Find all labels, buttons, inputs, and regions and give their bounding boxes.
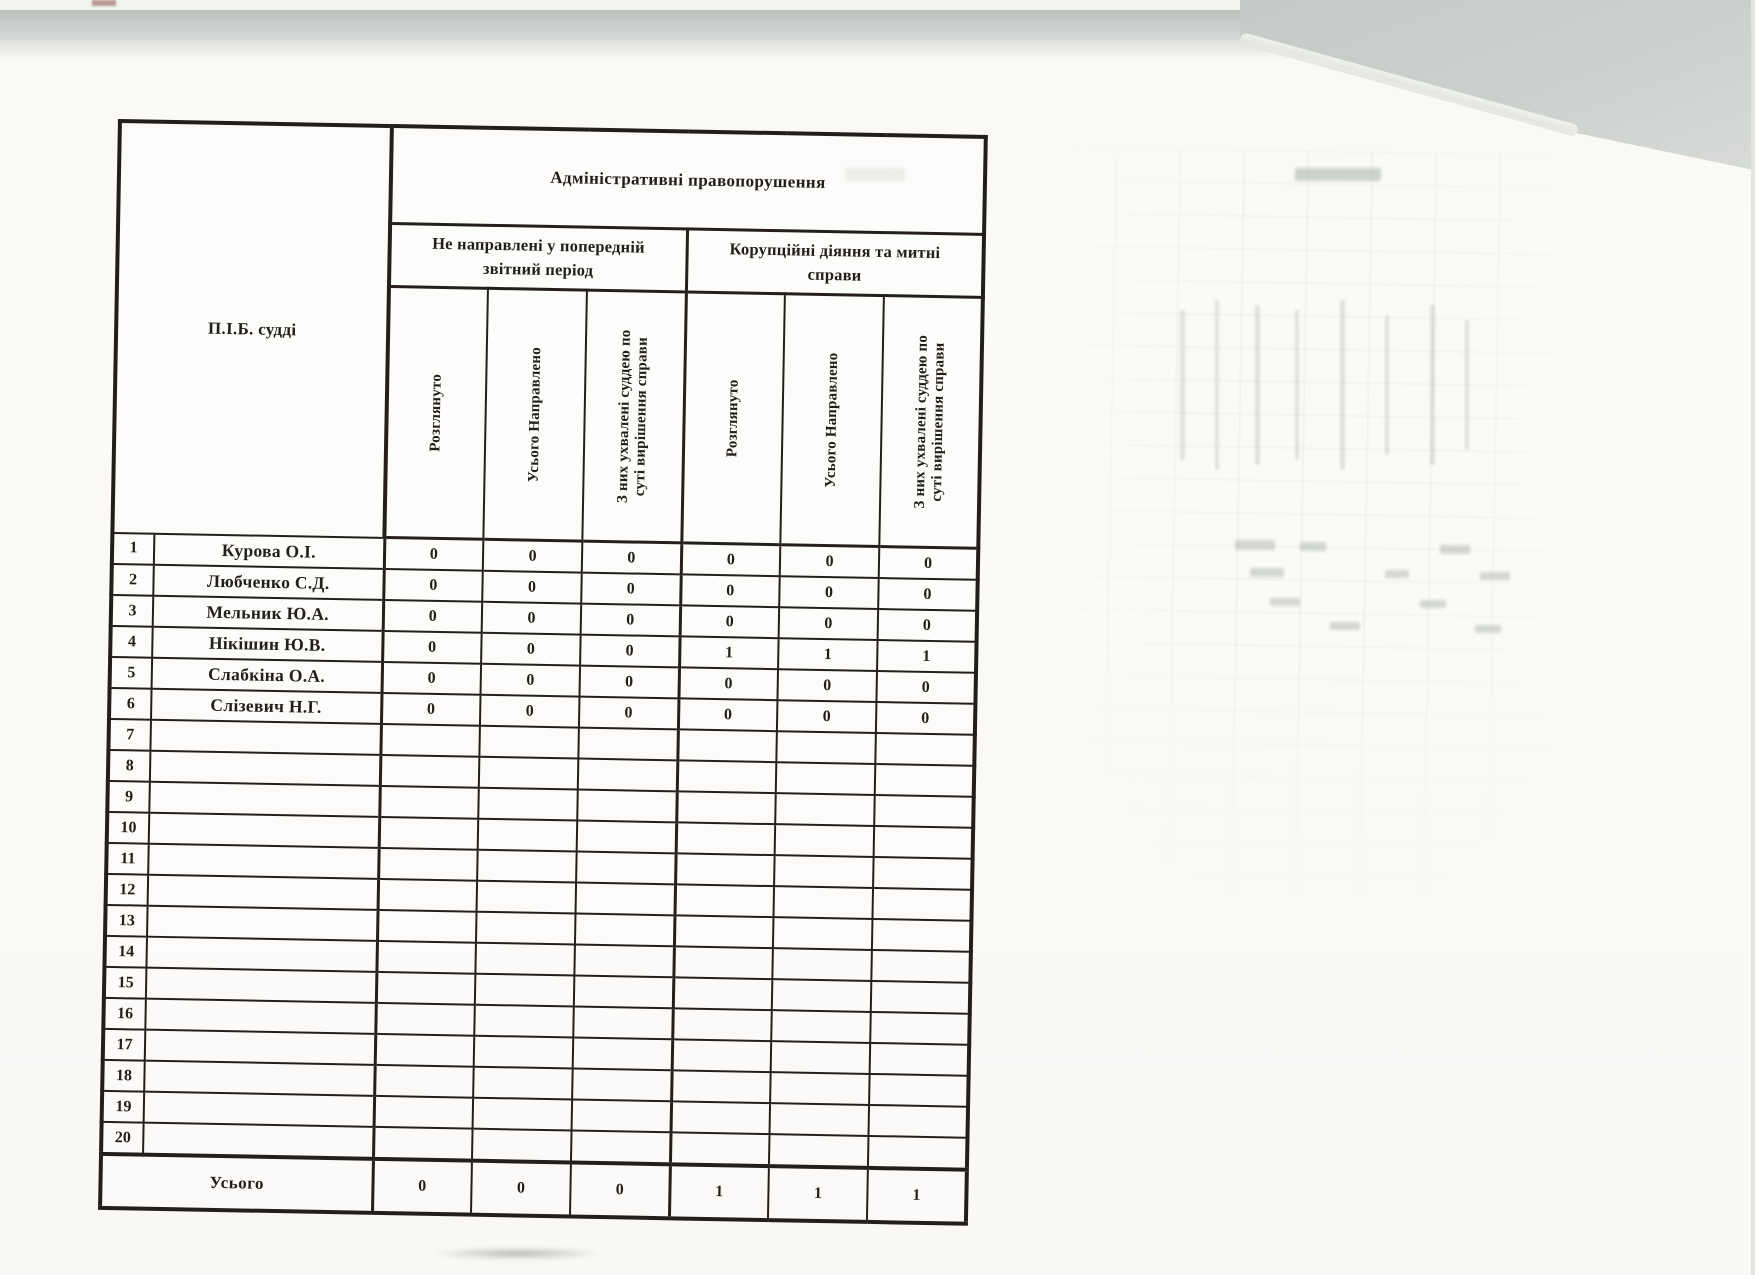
column-header-label: З них ухвалені суддею по суті вирішення справи bbox=[911, 334, 949, 509]
judge-name bbox=[145, 1030, 376, 1065]
value-cell bbox=[875, 764, 975, 797]
bleedthrough-vertical-streak bbox=[1465, 320, 1469, 450]
bleedthrough-vertical-streak bbox=[1180, 310, 1185, 460]
judge-name: Нікішин Ю.В. bbox=[152, 627, 383, 662]
value-cell bbox=[775, 824, 875, 857]
row-number: 10 bbox=[107, 812, 150, 844]
value-cell bbox=[869, 1074, 969, 1107]
value-cell bbox=[868, 1136, 968, 1170]
value-cell: 0 bbox=[878, 609, 978, 642]
value-cell bbox=[473, 1098, 573, 1131]
value-cell bbox=[477, 850, 577, 883]
judge-name: Любченко С.Д. bbox=[153, 565, 384, 600]
totals-value-cell: 1 bbox=[669, 1164, 769, 1220]
scan-smudge bbox=[430, 1247, 605, 1260]
value-cell: 0 bbox=[381, 693, 481, 726]
value-cell: 1 bbox=[679, 636, 779, 669]
judge-name bbox=[148, 844, 379, 879]
column-header-label: З них ухвалені суддею по суті вирішення справи bbox=[615, 329, 652, 504]
bleedthrough-ghost-table bbox=[1039, 146, 1557, 895]
row-number: 9 bbox=[107, 781, 150, 813]
bleedthrough-number-smudge bbox=[1330, 622, 1360, 630]
value-cell bbox=[477, 881, 577, 914]
group-header-previous-period: Не направлені у попередній звітний період bbox=[389, 224, 687, 292]
bleedthrough-vertical-streak bbox=[1340, 300, 1345, 470]
totals-value-cell: 0 bbox=[570, 1162, 670, 1218]
value-cell bbox=[670, 1132, 770, 1166]
row-number: 14 bbox=[104, 936, 147, 968]
value-cell bbox=[769, 1134, 869, 1168]
value-cell bbox=[374, 1096, 474, 1129]
column-header-decided-on-merits-1 bbox=[582, 290, 686, 543]
value-cell: 0 bbox=[481, 664, 581, 697]
judge-name bbox=[150, 720, 381, 755]
value-cell bbox=[576, 852, 676, 885]
column-header-label: Усього Направлено bbox=[822, 352, 841, 488]
judge-name bbox=[143, 1123, 374, 1159]
value-cell bbox=[473, 1067, 573, 1100]
value-cell bbox=[773, 917, 873, 950]
value-cell: 0 bbox=[777, 700, 877, 733]
value-cell: 0 bbox=[678, 667, 778, 700]
bleedthrough-number-smudge bbox=[1440, 545, 1470, 554]
judge-name bbox=[150, 751, 381, 786]
value-cell bbox=[875, 733, 975, 766]
value-cell: 0 bbox=[678, 698, 778, 731]
value-cell: 0 bbox=[680, 574, 780, 607]
bleedthrough-number-smudge bbox=[1385, 570, 1409, 578]
judge-name bbox=[145, 999, 376, 1034]
value-cell: 0 bbox=[384, 537, 484, 570]
column-header-label: Розглянуто bbox=[427, 373, 445, 452]
value-cell bbox=[574, 945, 674, 978]
value-cell bbox=[571, 1130, 671, 1164]
judge-name: Слізевич Н.Г. bbox=[151, 689, 382, 724]
value-cell: 0 bbox=[681, 543, 781, 576]
value-cell bbox=[672, 1008, 772, 1041]
value-cell bbox=[478, 819, 578, 852]
value-cell bbox=[677, 729, 777, 762]
value-cell: 1 bbox=[778, 638, 878, 671]
totals-value-cell: 0 bbox=[372, 1159, 472, 1215]
value-cell bbox=[874, 795, 974, 828]
value-cell: 0 bbox=[582, 541, 682, 574]
value-cell bbox=[677, 760, 777, 793]
bleedthrough-number-smudge bbox=[1250, 568, 1284, 577]
value-cell bbox=[574, 976, 674, 1009]
judge-name: Слабкіна О.А. bbox=[152, 658, 383, 693]
totals-label: Усього bbox=[100, 1154, 373, 1213]
value-cell bbox=[873, 857, 973, 890]
value-cell bbox=[474, 1036, 574, 1069]
value-cell bbox=[374, 1065, 474, 1098]
row-number: 15 bbox=[104, 967, 147, 999]
value-cell bbox=[776, 762, 876, 795]
value-cell: 0 bbox=[383, 569, 483, 602]
value-cell: 0 bbox=[879, 547, 979, 580]
bleedthrough-number-smudge bbox=[1480, 572, 1510, 580]
bleedthrough-vertical-streak bbox=[1295, 310, 1299, 460]
value-cell: 0 bbox=[480, 695, 580, 728]
judge-name bbox=[147, 906, 378, 941]
row-number: 18 bbox=[102, 1060, 145, 1092]
bleedthrough-number-smudge bbox=[1235, 540, 1275, 550]
value-cell bbox=[575, 914, 675, 947]
value-cell bbox=[771, 1041, 871, 1074]
value-cell bbox=[869, 1105, 969, 1138]
value-cell bbox=[479, 726, 579, 759]
value-cell bbox=[675, 853, 775, 886]
row-number: 5 bbox=[110, 657, 153, 689]
group-header-corruption-customs: Корупційні діяння та митні справи bbox=[686, 229, 984, 297]
row-number: 12 bbox=[106, 874, 149, 906]
table-body bbox=[101, 532, 978, 1169]
row-number: 13 bbox=[105, 905, 148, 937]
value-cell: 0 bbox=[581, 573, 681, 606]
bleedthrough-number-smudge bbox=[1475, 625, 1501, 633]
value-cell: 0 bbox=[483, 539, 583, 572]
row-number: 1 bbox=[112, 532, 155, 564]
column-header-sent-total-1 bbox=[483, 288, 587, 541]
value-cell bbox=[576, 883, 676, 916]
value-cell bbox=[375, 1003, 475, 1036]
value-cell bbox=[675, 884, 775, 917]
value-cell bbox=[871, 981, 971, 1014]
value-cell bbox=[776, 731, 876, 764]
bleedthrough-number-smudge bbox=[1270, 598, 1300, 606]
page-right-edge bbox=[1751, 0, 1755, 1275]
column-header-label: Розглянуто bbox=[724, 379, 742, 458]
report-table-sheet bbox=[98, 119, 988, 1226]
value-cell bbox=[874, 826, 974, 859]
row-number: 4 bbox=[110, 626, 153, 658]
judges-report-table bbox=[98, 119, 988, 1226]
bleedthrough-vertical-streak bbox=[1385, 315, 1389, 455]
value-cell bbox=[671, 1070, 771, 1103]
judge-column-header: П.І.Б. судді bbox=[112, 121, 392, 537]
value-cell bbox=[472, 1129, 572, 1163]
value-cell bbox=[772, 948, 872, 981]
value-cell bbox=[870, 1012, 970, 1045]
value-cell bbox=[476, 912, 576, 945]
value-cell bbox=[871, 950, 971, 983]
value-cell: 0 bbox=[482, 602, 582, 635]
value-cell bbox=[573, 1007, 673, 1040]
value-cell bbox=[673, 946, 773, 979]
value-cell bbox=[376, 941, 476, 974]
value-cell bbox=[770, 1072, 870, 1105]
row-number: 8 bbox=[108, 750, 151, 782]
value-cell bbox=[573, 1037, 673, 1070]
judge-name bbox=[149, 782, 380, 817]
value-cell bbox=[671, 1101, 771, 1134]
value-cell bbox=[577, 821, 677, 854]
row-number: 19 bbox=[102, 1091, 145, 1123]
judge-name bbox=[144, 1092, 375, 1127]
value-cell bbox=[572, 1099, 672, 1132]
value-cell bbox=[673, 977, 773, 1010]
value-cell bbox=[772, 979, 872, 1012]
bleedthrough-vertical-streak bbox=[1215, 300, 1219, 470]
value-cell bbox=[475, 943, 575, 976]
value-cell bbox=[572, 1068, 672, 1101]
value-cell bbox=[775, 793, 875, 826]
value-cell: 0 bbox=[382, 631, 482, 664]
value-cell bbox=[578, 759, 678, 792]
value-cell bbox=[773, 886, 873, 919]
value-cell bbox=[676, 822, 776, 855]
totals-value-cell: 0 bbox=[471, 1161, 571, 1217]
value-cell bbox=[475, 974, 575, 1007]
value-cell bbox=[578, 728, 678, 761]
value-cell bbox=[380, 724, 480, 757]
value-cell bbox=[770, 1103, 870, 1136]
value-cell bbox=[872, 919, 972, 952]
value-cell bbox=[479, 757, 579, 790]
value-cell bbox=[870, 1043, 970, 1076]
value-cell bbox=[378, 848, 478, 881]
value-cell: 0 bbox=[876, 671, 976, 704]
value-cell bbox=[380, 755, 480, 788]
column-header-reviewed-2 bbox=[681, 292, 785, 545]
value-cell bbox=[379, 786, 479, 819]
value-cell: 0 bbox=[779, 607, 879, 640]
value-cell bbox=[577, 790, 677, 823]
value-cell: 0 bbox=[581, 604, 681, 637]
value-cell bbox=[379, 817, 479, 850]
value-cell bbox=[771, 1010, 871, 1043]
judge-name bbox=[144, 1061, 375, 1096]
value-cell: 0 bbox=[876, 702, 976, 735]
value-cell bbox=[872, 888, 972, 921]
totals-value-cell: 1 bbox=[867, 1168, 967, 1224]
bleedthrough-vertical-streak bbox=[1430, 305, 1435, 465]
bleedthrough-vertical-streak bbox=[1255, 305, 1260, 465]
row-number: 11 bbox=[106, 843, 149, 875]
table-title: Адміністративні правопорушення bbox=[390, 126, 986, 234]
column-header-decided-on-merits-2 bbox=[879, 296, 983, 549]
judge-name bbox=[146, 968, 377, 1003]
row-number: 17 bbox=[103, 1029, 146, 1061]
value-cell: 0 bbox=[382, 662, 482, 695]
row-number: 6 bbox=[109, 688, 152, 720]
column-header-reviewed-1 bbox=[384, 286, 488, 539]
value-cell bbox=[375, 1034, 475, 1067]
value-cell: 1 bbox=[877, 640, 977, 673]
column-header-label: Усього Направлено bbox=[525, 346, 544, 483]
value-cell bbox=[676, 791, 776, 824]
value-cell bbox=[474, 1005, 574, 1038]
judge-name: Мельник Ю.А. bbox=[153, 596, 384, 631]
value-cell: 0 bbox=[580, 635, 680, 668]
value-cell: 0 bbox=[878, 578, 978, 611]
value-cell bbox=[672, 1039, 772, 1072]
table-head bbox=[112, 121, 985, 548]
row-number: 20 bbox=[101, 1122, 144, 1155]
value-cell bbox=[674, 915, 774, 948]
column-header-sent-total-2 bbox=[780, 294, 884, 547]
bleedthrough-number-smudge bbox=[1300, 542, 1326, 551]
row-number: 16 bbox=[103, 998, 146, 1030]
scan-edge-mark bbox=[92, 0, 116, 6]
value-cell bbox=[378, 879, 478, 912]
value-cell bbox=[377, 910, 477, 943]
value-cell: 0 bbox=[680, 605, 780, 638]
value-cell bbox=[376, 972, 476, 1005]
value-cell: 0 bbox=[580, 666, 680, 699]
row-number: 2 bbox=[111, 564, 154, 596]
row-number: 3 bbox=[111, 595, 154, 627]
judge-name bbox=[148, 875, 379, 910]
value-cell bbox=[478, 788, 578, 821]
totals-value-cell: 1 bbox=[768, 1166, 868, 1222]
value-cell: 0 bbox=[383, 600, 483, 633]
bleedthrough-number-smudge bbox=[1420, 600, 1446, 608]
bleedthrough-ghost-title bbox=[1295, 168, 1381, 181]
value-cell: 0 bbox=[579, 697, 679, 730]
judge-name bbox=[149, 813, 380, 848]
value-cell: 0 bbox=[481, 633, 581, 666]
row-number: 7 bbox=[108, 719, 151, 751]
value-cell: 0 bbox=[777, 669, 877, 702]
value-cell: 0 bbox=[482, 571, 582, 604]
value-cell: 0 bbox=[779, 576, 879, 609]
judge-name bbox=[146, 937, 377, 972]
judge-name: Курова О.І. bbox=[154, 533, 385, 569]
value-cell bbox=[774, 855, 874, 888]
value-cell: 0 bbox=[780, 545, 880, 578]
value-cell bbox=[373, 1127, 473, 1161]
